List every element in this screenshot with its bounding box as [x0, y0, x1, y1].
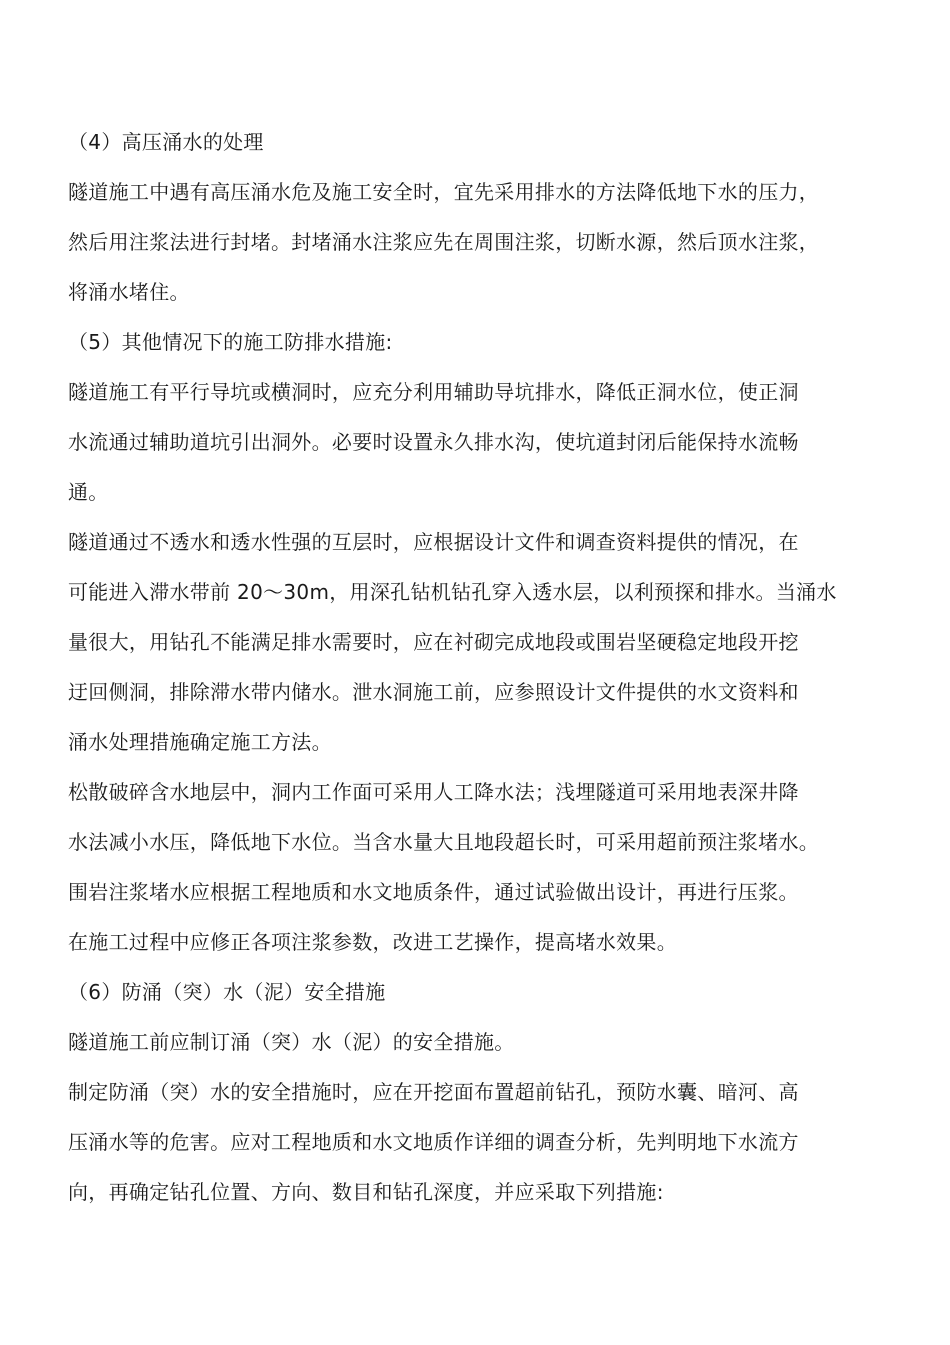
paragraph-line: 将涌水堵住。	[68, 280, 190, 304]
paragraph-line: 制定防涌（突）水的安全措施时，应在开挖面布置超前钻孔，预防水囊、暗河、高	[68, 1080, 799, 1104]
paragraph-line: 通。	[68, 480, 109, 504]
paragraph-line: 隧道施工中遇有高压涌水危及施工安全时，宜先采用排水的方法降低地下水的压力，	[68, 180, 820, 204]
paragraph-line: 涌水处理措施确定施工方法。	[68, 730, 332, 754]
heading-safety-measures: （6）防涌（突）水（泥）安全措施	[68, 980, 386, 1004]
paragraph-line: 水流通过辅助道坑引出洞外。必要时设置永久排水沟，使坑道封闭后能保持水流畅	[68, 430, 799, 454]
paragraph-line: 隧道施工有平行导坑或横洞时，应充分利用辅助导坑排水，降低正洞水位，使正洞	[68, 380, 799, 404]
paragraph-line: 压涌水等的危害。应对工程地质和水文地质作详细的调查分析，先判明地下水流方	[68, 1130, 799, 1154]
heading-other-measures: （5）其他情况下的施工防排水措施:	[68, 330, 393, 354]
paragraph-line: 向，再确定钻孔位置、方向、数目和钻孔深度，并应采取下列措施:	[68, 1180, 664, 1204]
paragraph-line: 隧道施工前应制订涌（突）水（泥）的安全措施。	[68, 1030, 515, 1054]
paragraph-line: 可能进入滞水带前 20～30m，用深孔钻机钻孔穿入透水层，以利预探和排水。当涌水	[68, 580, 837, 604]
paragraph-line: 水法减小水压，降低地下水位。当含水量大且地段超长时，可采用超前预注浆堵水。	[68, 830, 820, 854]
heading-high-pressure-water: （4）高压涌水的处理	[68, 130, 264, 154]
paragraph-line: 围岩注浆堵水应根据工程地质和水文地质条件，通过试验做出设计，再进行压浆。	[68, 880, 799, 904]
paragraph-line: 量很大，用钻孔不能满足排水需要时，应在衬砌完成地段或围岩坚硬稳定地段开挖	[68, 630, 799, 654]
paragraph-line: 隧道通过不透水和透水性强的互层时，应根据设计文件和调查资料提供的情况，在	[68, 530, 799, 554]
paragraph-line: 然后用注浆法进行封堵。封堵涌水注浆应先在周围注浆，切断水源，然后顶水注浆，	[68, 230, 820, 254]
paragraph-line: 松散破碎含水地层中，洞内工作面可采用人工降水法；浅埋隧道可采用地表深井降	[68, 780, 799, 804]
paragraph-line: 迂回侧洞，排除滞水带内储水。泄水洞施工前，应参照设计文件提供的水文资料和	[68, 680, 799, 704]
paragraph-line: 在施工过程中应修正各项注浆参数，改进工艺操作，提高堵水效果。	[68, 930, 677, 954]
